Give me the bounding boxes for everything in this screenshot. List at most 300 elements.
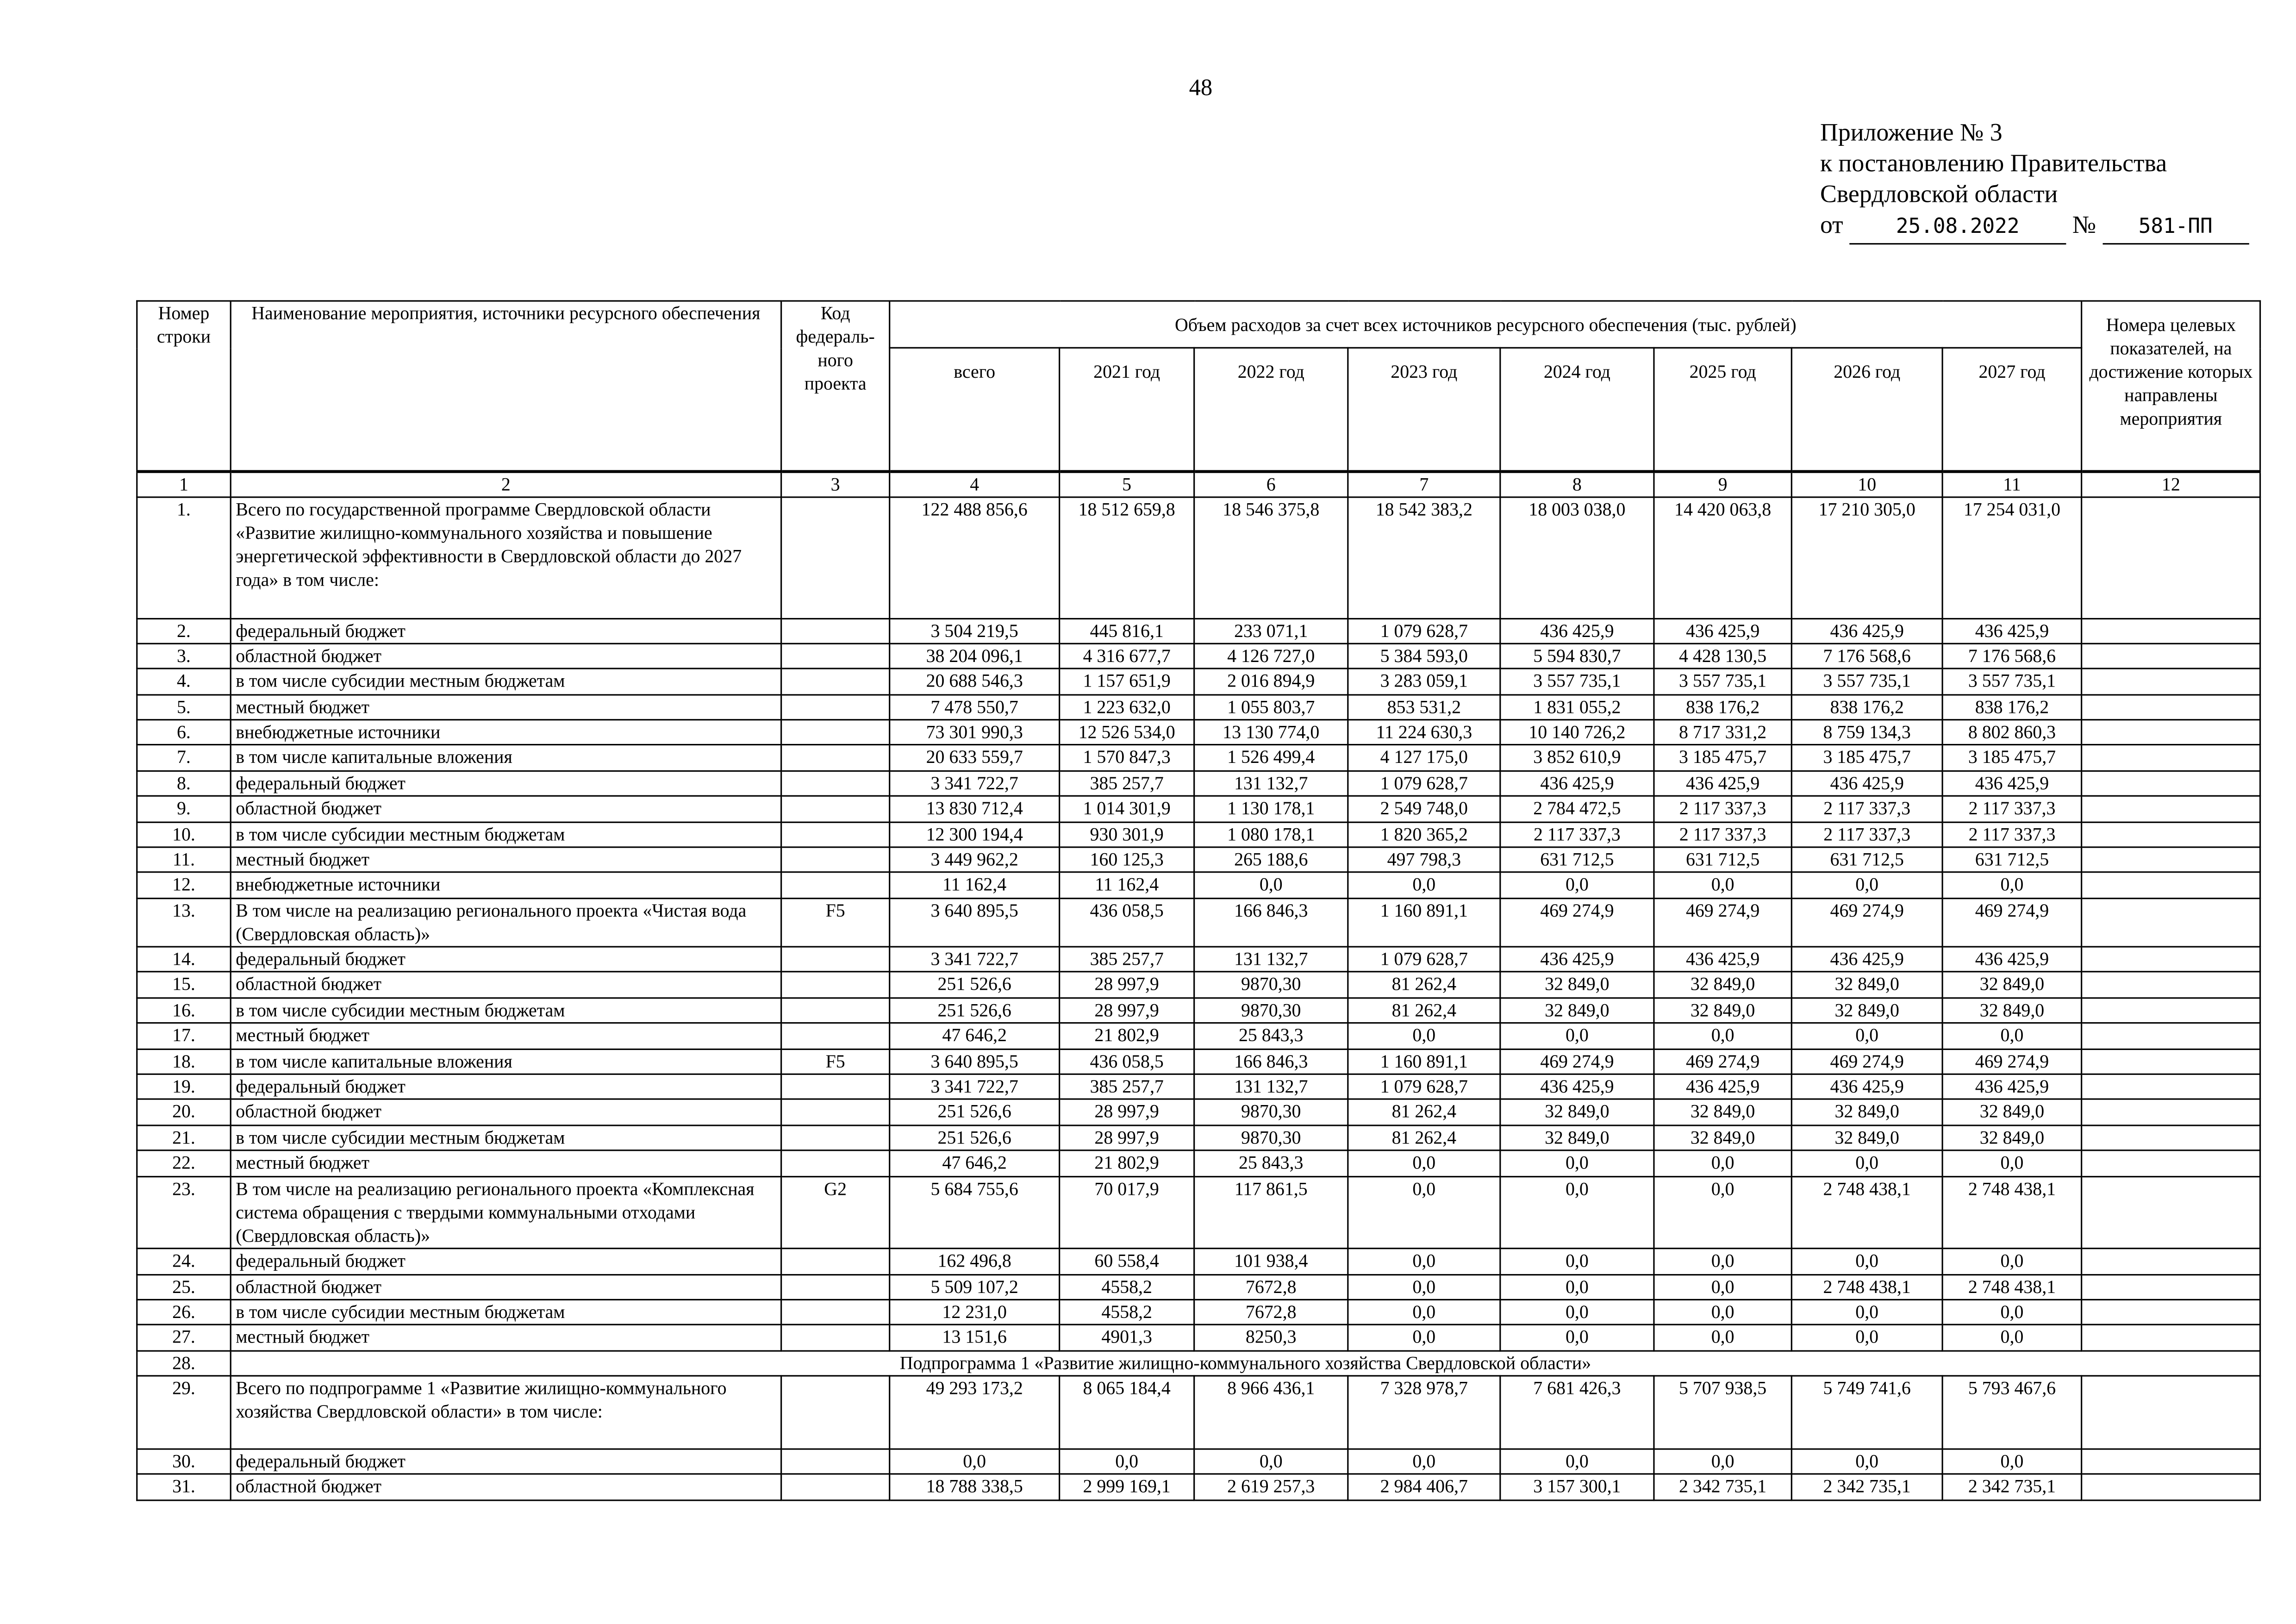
row-number: 2. xyxy=(137,618,231,643)
row-number: 4. xyxy=(137,669,231,694)
row-number: 1. xyxy=(137,496,231,618)
value-year: 18 512 659,8 xyxy=(1060,496,1194,618)
project-code xyxy=(781,847,890,873)
target-numbers xyxy=(2082,643,2260,669)
target-numbers xyxy=(2082,947,2260,972)
value-total: 3 640 895,5 xyxy=(890,1049,1060,1074)
row-name: В том числе на реализацию регионального проекта «Комплексная система обращения с твердыми коммунальными отходами (Свердловская область)» xyxy=(231,1176,781,1249)
value-year: 0,0 xyxy=(1500,1300,1654,1325)
value-year: 0,0 xyxy=(1348,1023,1500,1049)
value-year: 25 843,3 xyxy=(1194,1150,1348,1176)
value-year: 2 117 337,3 xyxy=(1942,796,2082,822)
value-year: 2 117 337,3 xyxy=(1654,822,1791,847)
value-year: 436 425,9 xyxy=(1500,1074,1654,1099)
subprogram-title: Подпрограмма 1 «Развитие жилищно-коммунального хозяйства Свердловской области» xyxy=(231,1351,2260,1376)
value-total: 7 478 550,7 xyxy=(890,694,1060,720)
row-number: 21. xyxy=(137,1125,231,1150)
table-row xyxy=(137,618,2260,643)
row-number: 20. xyxy=(137,1099,231,1125)
value-year: 17 254 031,0 xyxy=(1942,496,2082,618)
row-number: 10. xyxy=(137,822,231,847)
project-code xyxy=(781,947,890,972)
value-year: 3 557 735,1 xyxy=(1791,669,1942,694)
value-year: 32 849,0 xyxy=(1942,972,2082,998)
value-year: 436 425,9 xyxy=(1654,1074,1791,1099)
target-numbers xyxy=(2082,1474,2260,1500)
expenses-table xyxy=(136,300,2261,1500)
value-year: 9870,30 xyxy=(1194,1125,1348,1150)
table-row xyxy=(137,898,2260,947)
appendix-line-3: Свердловской области xyxy=(1820,180,2058,208)
table-row xyxy=(137,873,2260,898)
target-numbers xyxy=(2082,669,2260,694)
value-year: 8 802 860,3 xyxy=(1942,720,2082,745)
project-code xyxy=(781,796,890,822)
value-year: 436 425,9 xyxy=(1500,771,1654,796)
value-year: 3 157 300,1 xyxy=(1500,1474,1654,1500)
value-total: 13 151,6 xyxy=(890,1325,1060,1351)
row-name: внебюджетные источники xyxy=(231,873,781,898)
value-year: 0,0 xyxy=(1942,1150,2082,1176)
row-number: 3. xyxy=(137,643,231,669)
value-year: 1 160 891,1 xyxy=(1348,1049,1500,1074)
value-year: 0,0 xyxy=(1942,1249,2082,1274)
value-year: 2 117 337,3 xyxy=(1654,796,1791,822)
project-code: G2 xyxy=(781,1176,890,1249)
row-name: областной бюджет xyxy=(231,1099,781,1125)
value-year: 2 748 438,1 xyxy=(1791,1274,1942,1300)
value-year: 385 257,7 xyxy=(1060,1074,1194,1099)
value-year: 11 162,4 xyxy=(1060,873,1194,898)
target-numbers xyxy=(2082,972,2260,998)
value-total: 12 300 194,4 xyxy=(890,822,1060,847)
column-number: 10 xyxy=(1791,471,1942,496)
value-year: 469 274,9 xyxy=(1500,1049,1654,1074)
value-year: 436 425,9 xyxy=(1654,771,1791,796)
value-year: 0,0 xyxy=(1791,1249,1942,1274)
target-numbers xyxy=(2082,1150,2260,1176)
row-name: в том числе субсидии местным бюджетам xyxy=(231,1300,781,1325)
value-year: 0,0 xyxy=(1654,1249,1791,1274)
project-code xyxy=(781,1249,890,1274)
column-number: 9 xyxy=(1654,471,1791,496)
value-year: 1 079 628,7 xyxy=(1348,1074,1500,1099)
value-year: 853 531,2 xyxy=(1348,694,1500,720)
row-number: 13. xyxy=(137,898,231,947)
table-row xyxy=(137,720,2260,745)
row-name: федеральный бюджет xyxy=(231,1249,781,1274)
value-year: 0,0 xyxy=(1942,1300,2082,1325)
value-year: 5 707 938,5 xyxy=(1654,1376,1791,1449)
appendix-line-2: к постановлению Правительства xyxy=(1820,149,2167,177)
value-year: 2 342 735,1 xyxy=(1654,1474,1791,1500)
table-row xyxy=(137,643,2260,669)
value-year: 1 014 301,9 xyxy=(1060,796,1194,822)
value-year: 32 849,0 xyxy=(1500,1099,1654,1125)
value-year: 18 546 375,8 xyxy=(1194,496,1348,618)
row-number: 14. xyxy=(137,947,231,972)
value-year: 1 831 055,2 xyxy=(1500,694,1654,720)
value-total: 3 341 722,7 xyxy=(890,1074,1060,1099)
value-year: 1 820 365,2 xyxy=(1348,822,1500,847)
date-prefix: от xyxy=(1820,211,1843,239)
value-total: 251 526,6 xyxy=(890,1099,1060,1125)
row-name: местный бюджет xyxy=(231,694,781,720)
target-numbers xyxy=(2082,1449,2260,1474)
value-year: 0,0 xyxy=(1500,1176,1654,1249)
value-year: 8 966 436,1 xyxy=(1194,1376,1348,1449)
header-name: Наименование мероприятия, источники ресурсного обеспечения xyxy=(231,301,781,471)
header-targets: Номера целевых показателей, на достижение которых направлены мероприятия xyxy=(2082,301,2260,471)
value-year: 469 274,9 xyxy=(1654,898,1791,947)
value-year: 0,0 xyxy=(1194,1449,1348,1474)
value-total: 11 162,4 xyxy=(890,873,1060,898)
resolution-date: 25.08.2022 xyxy=(1849,212,2066,245)
value-year: 32 849,0 xyxy=(1500,972,1654,998)
project-code xyxy=(781,720,890,745)
value-year: 0,0 xyxy=(1194,873,1348,898)
row-name: местный бюджет xyxy=(231,847,781,873)
header-expenses: Объем расходов за счет всех источников ресурсного обеспечения (тыс. рублей) xyxy=(890,301,2082,348)
value-total: 3 341 722,7 xyxy=(890,947,1060,972)
value-year: 2 342 735,1 xyxy=(1791,1474,1942,1500)
value-year: 0,0 xyxy=(1654,1176,1791,1249)
value-year: 0,0 xyxy=(1500,1249,1654,1274)
value-total: 49 293 173,2 xyxy=(890,1376,1060,1449)
value-year: 2 117 337,3 xyxy=(1500,822,1654,847)
value-year: 436 425,9 xyxy=(1791,1074,1942,1099)
value-year: 131 132,7 xyxy=(1194,1074,1348,1099)
row-number: 31. xyxy=(137,1474,231,1500)
value-total: 20 688 546,3 xyxy=(890,669,1060,694)
table-row xyxy=(137,822,2260,847)
value-total: 3 341 722,7 xyxy=(890,771,1060,796)
value-year: 10 140 726,2 xyxy=(1500,720,1654,745)
value-year: 131 132,7 xyxy=(1194,771,1348,796)
value-year: 2 117 337,3 xyxy=(1791,796,1942,822)
value-year: 436 425,9 xyxy=(1942,771,2082,796)
value-year: 8 717 331,2 xyxy=(1654,720,1791,745)
target-numbers xyxy=(2082,720,2260,745)
row-number: 5. xyxy=(137,694,231,720)
value-year: 631 712,5 xyxy=(1791,847,1942,873)
table-row xyxy=(137,1074,2260,1099)
value-year: 0,0 xyxy=(1348,1150,1500,1176)
target-numbers xyxy=(2082,1274,2260,1300)
value-year: 17 210 305,0 xyxy=(1791,496,1942,618)
value-year: 3 557 735,1 xyxy=(1654,669,1791,694)
value-year: 32 849,0 xyxy=(1791,1125,1942,1150)
row-name: в том числе субсидии местным бюджетам xyxy=(231,822,781,847)
target-numbers xyxy=(2082,1325,2260,1351)
value-year: 0,0 xyxy=(1942,1023,2082,1049)
table-row xyxy=(137,1274,2260,1300)
value-year: 436 058,5 xyxy=(1060,898,1194,947)
value-year: 0,0 xyxy=(1791,1023,1942,1049)
value-year: 7672,8 xyxy=(1194,1274,1348,1300)
row-name: федеральный бюджет xyxy=(231,1449,781,1474)
column-number: 3 xyxy=(781,471,890,496)
project-code xyxy=(781,1023,890,1049)
project-code xyxy=(781,618,890,643)
target-numbers xyxy=(2082,771,2260,796)
project-code xyxy=(781,1274,890,1300)
table-row xyxy=(137,1325,2260,1351)
project-code xyxy=(781,771,890,796)
table-row xyxy=(137,1176,2260,1249)
value-year: 131 132,7 xyxy=(1194,947,1348,972)
value-year: 81 262,4 xyxy=(1348,998,1500,1023)
row-name: федеральный бюджет xyxy=(231,618,781,643)
value-year: 21 802,9 xyxy=(1060,1150,1194,1176)
value-year: 0,0 xyxy=(1500,1325,1654,1351)
project-code xyxy=(781,1474,890,1500)
value-year: 1 079 628,7 xyxy=(1348,618,1500,643)
value-year: 81 262,4 xyxy=(1348,1099,1500,1125)
column-number: 4 xyxy=(890,471,1060,496)
row-name: федеральный бюджет xyxy=(231,1074,781,1099)
table-row xyxy=(137,745,2260,771)
value-year: 7672,8 xyxy=(1194,1300,1348,1325)
value-year: 13 130 774,0 xyxy=(1194,720,1348,745)
target-numbers xyxy=(2082,873,2260,898)
table-row xyxy=(137,1376,2260,1449)
value-year: 436 425,9 xyxy=(1791,947,1942,972)
value-year: 11 224 630,3 xyxy=(1348,720,1500,745)
row-name: областной бюджет xyxy=(231,1474,781,1500)
table-row xyxy=(137,972,2260,998)
table-row xyxy=(137,947,2260,972)
value-year: 32 849,0 xyxy=(1942,1099,2082,1125)
table-row xyxy=(137,1049,2260,1074)
row-number: 18. xyxy=(137,1049,231,1074)
value-year: 0,0 xyxy=(1942,873,2082,898)
value-year: 1 080 178,1 xyxy=(1194,822,1348,847)
value-year: 9870,30 xyxy=(1194,972,1348,998)
project-code xyxy=(781,1099,890,1125)
row-name: областной бюджет xyxy=(231,972,781,998)
target-numbers xyxy=(2082,847,2260,873)
row-name: Всего по государственной программе Свердловской области «Развитие жилищно-коммунального хозяйства и повышение энергетической эффективности в Свердловской области до 2027 года» в том числе: xyxy=(231,496,781,618)
value-year: 5 793 467,6 xyxy=(1942,1376,2082,1449)
value-year: 0,0 xyxy=(1500,1449,1654,1474)
value-year: 2 748 438,1 xyxy=(1942,1274,2082,1300)
value-year: 2 016 894,9 xyxy=(1194,669,1348,694)
target-numbers xyxy=(2082,694,2260,720)
table-row xyxy=(137,694,2260,720)
target-numbers xyxy=(2082,1376,2260,1449)
value-year: 445 816,1 xyxy=(1060,618,1194,643)
target-numbers xyxy=(2082,1300,2260,1325)
value-year: 28 997,9 xyxy=(1060,1125,1194,1150)
column-number: 12 xyxy=(2082,471,2260,496)
value-year: 436 425,9 xyxy=(1654,618,1791,643)
value-year: 3 283 059,1 xyxy=(1348,669,1500,694)
target-numbers xyxy=(2082,998,2260,1023)
target-numbers xyxy=(2082,1125,2260,1150)
value-year: 0,0 xyxy=(1791,873,1942,898)
value-year: 631 712,5 xyxy=(1942,847,2082,873)
value-total: 5 509 107,2 xyxy=(890,1274,1060,1300)
column-number: 11 xyxy=(1942,471,2082,496)
value-total: 47 646,2 xyxy=(890,1023,1060,1049)
value-year: 28 997,9 xyxy=(1060,1099,1194,1125)
value-total: 162 496,8 xyxy=(890,1249,1060,1274)
value-year: 2 984 406,7 xyxy=(1348,1474,1500,1500)
table-row xyxy=(137,1449,2260,1474)
value-year: 32 849,0 xyxy=(1942,998,2082,1023)
value-year: 9870,30 xyxy=(1194,998,1348,1023)
table-row xyxy=(137,496,2260,618)
value-year: 0,0 xyxy=(1791,1449,1942,1474)
appendix-title: Приложение № 3 xyxy=(1820,119,2003,147)
value-year: 631 712,5 xyxy=(1500,847,1654,873)
table-row xyxy=(137,1125,2260,1150)
value-year: 25 843,3 xyxy=(1194,1023,1348,1049)
value-year: 166 846,3 xyxy=(1194,1049,1348,1074)
project-code xyxy=(781,745,890,771)
row-number: 28. xyxy=(137,1351,231,1376)
header-year-5: 2025 год xyxy=(1654,348,1791,471)
value-year: 60 558,4 xyxy=(1060,1249,1194,1274)
value-year: 469 274,9 xyxy=(1942,898,2082,947)
table-row xyxy=(137,1099,2260,1125)
value-year: 0,0 xyxy=(1348,1449,1500,1474)
value-year: 0,0 xyxy=(1500,1274,1654,1300)
value-year: 436 425,9 xyxy=(1500,618,1654,643)
target-numbers xyxy=(2082,822,2260,847)
value-year: 436 425,9 xyxy=(1942,947,2082,972)
resolution-number: 581-ПП xyxy=(2103,212,2249,245)
project-code: F5 xyxy=(781,1049,890,1074)
value-year: 3 557 735,1 xyxy=(1942,669,2082,694)
value-total: 251 526,6 xyxy=(890,1125,1060,1150)
row-name: в том числе капитальные вложения xyxy=(231,1049,781,1074)
value-year: 8 065 184,4 xyxy=(1060,1376,1194,1449)
value-year: 4 316 677,7 xyxy=(1060,643,1194,669)
project-code: F5 xyxy=(781,898,890,947)
value-year: 838 176,2 xyxy=(1791,694,1942,720)
project-code xyxy=(781,1300,890,1325)
value-year: 0,0 xyxy=(1942,1325,2082,1351)
project-code xyxy=(781,643,890,669)
value-year: 2 784 472,5 xyxy=(1500,796,1654,822)
value-year: 233 071,1 xyxy=(1194,618,1348,643)
value-year: 469 274,9 xyxy=(1654,1049,1791,1074)
value-year: 4 428 130,5 xyxy=(1654,643,1791,669)
value-total: 122 488 856,6 xyxy=(890,496,1060,618)
value-year: 436 425,9 xyxy=(1654,947,1791,972)
value-year: 469 274,9 xyxy=(1942,1049,2082,1074)
project-code xyxy=(781,1449,890,1474)
appendix-header xyxy=(1820,117,2249,244)
value-year: 32 849,0 xyxy=(1500,998,1654,1023)
table-row xyxy=(137,1474,2260,1500)
value-year: 3 185 475,7 xyxy=(1791,745,1942,771)
value-year: 12 526 534,0 xyxy=(1060,720,1194,745)
table-row xyxy=(137,1023,2260,1049)
value-year: 0,0 xyxy=(1791,1325,1942,1351)
value-year: 2 999 169,1 xyxy=(1060,1474,1194,1500)
row-name: местный бюджет xyxy=(231,1325,781,1351)
value-year: 28 997,9 xyxy=(1060,972,1194,998)
header-year-2: 2022 год xyxy=(1194,348,1348,471)
header-year-6: 2026 год xyxy=(1791,348,1942,471)
value-total: 3 449 962,2 xyxy=(890,847,1060,873)
row-number: 6. xyxy=(137,720,231,745)
target-numbers xyxy=(2082,1074,2260,1099)
row-name: областной бюджет xyxy=(231,643,781,669)
column-number: 5 xyxy=(1060,471,1194,496)
value-year: 436 425,9 xyxy=(1791,771,1942,796)
value-year: 0,0 xyxy=(1348,1300,1500,1325)
value-year: 0,0 xyxy=(1348,1249,1500,1274)
target-numbers xyxy=(2082,1249,2260,1274)
value-year: 436 058,5 xyxy=(1060,1049,1194,1074)
value-year: 0,0 xyxy=(1060,1449,1194,1474)
value-total: 5 684 755,6 xyxy=(890,1176,1060,1249)
table-row xyxy=(137,998,2260,1023)
project-code xyxy=(781,972,890,998)
value-year: 1 079 628,7 xyxy=(1348,947,1500,972)
value-year: 631 712,5 xyxy=(1654,847,1791,873)
row-number: 26. xyxy=(137,1300,231,1325)
value-year: 18 542 383,2 xyxy=(1348,496,1500,618)
value-year: 7 328 978,7 xyxy=(1348,1376,1500,1449)
value-year: 0,0 xyxy=(1348,1274,1500,1300)
row-number: 16. xyxy=(137,998,231,1023)
value-year: 7 176 568,6 xyxy=(1942,643,2082,669)
row-name: областной бюджет xyxy=(231,1274,781,1300)
appendix-date-line xyxy=(1820,209,2249,244)
header-year-1: 2021 год xyxy=(1060,348,1194,471)
value-year: 32 849,0 xyxy=(1654,1099,1791,1125)
value-year: 7 176 568,6 xyxy=(1791,643,1942,669)
value-year: 838 176,2 xyxy=(1654,694,1791,720)
value-year: 0,0 xyxy=(1654,1300,1791,1325)
value-year: 2 117 337,3 xyxy=(1791,822,1942,847)
row-name: федеральный бюджет xyxy=(231,771,781,796)
project-code xyxy=(781,822,890,847)
row-number: 23. xyxy=(137,1176,231,1249)
value-year: 32 849,0 xyxy=(1942,1125,2082,1150)
target-numbers xyxy=(2082,1023,2260,1049)
row-name: в том числе капитальные вложения xyxy=(231,745,781,771)
column-number: 7 xyxy=(1348,471,1500,496)
value-year: 469 274,9 xyxy=(1500,898,1654,947)
target-numbers xyxy=(2082,496,2260,618)
value-year: 3 852 610,9 xyxy=(1500,745,1654,771)
value-year: 0,0 xyxy=(1654,1325,1791,1351)
value-year: 385 257,7 xyxy=(1060,771,1194,796)
row-number: 17. xyxy=(137,1023,231,1049)
column-number: 1 xyxy=(137,471,231,496)
project-code xyxy=(781,694,890,720)
target-numbers xyxy=(2082,1099,2260,1125)
row-name: в том числе субсидии местным бюджетам xyxy=(231,998,781,1023)
row-name: В том числе на реализацию регионального проекта «Чистая вода (Свердловская область)» xyxy=(231,898,781,947)
target-numbers xyxy=(2082,1176,2260,1249)
value-total: 20 633 559,7 xyxy=(890,745,1060,771)
value-year: 0,0 xyxy=(1654,1023,1791,1049)
project-code xyxy=(781,1074,890,1099)
value-year: 0,0 xyxy=(1348,873,1500,898)
value-year: 436 425,9 xyxy=(1791,618,1942,643)
value-year: 0,0 xyxy=(1942,1449,2082,1474)
value-year: 4558,2 xyxy=(1060,1300,1194,1325)
number-prefix: № xyxy=(2072,211,2096,239)
value-year: 160 125,3 xyxy=(1060,847,1194,873)
